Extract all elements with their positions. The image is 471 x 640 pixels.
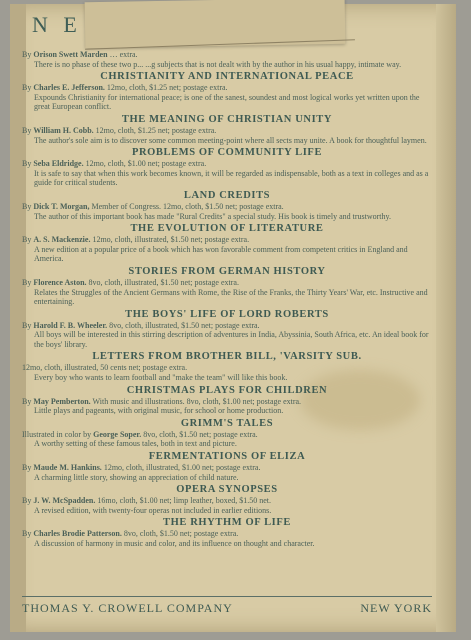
description: There is no phase of these two p... ...g subjects that is not dealt with by the author in his usual happy, intimate way. — [34, 59, 402, 69]
description: Expounds Christianity for international peace; is one of the sanest, soundest and most logical works yet written upon the great European conflict. — [34, 92, 420, 112]
publisher-city: NEW YORK — [360, 601, 432, 615]
description: Every boy who wants to learn football and "make the team" will like this book. — [34, 373, 288, 383]
byline-prefix: By — [22, 235, 34, 245]
byline-prefix: By — [22, 277, 34, 287]
author: William H. Cobb. — [33, 125, 94, 135]
book-title: LAND CREDITS — [183, 189, 271, 201]
book-title: THE RHYTHM OF LIFE — [163, 517, 291, 529]
byline-prefix: Illustrated in color by — [22, 429, 94, 439]
details: Member of Congress. 12mo, cloth, $1.50 net; postage extra. — [89, 201, 284, 211]
details: With music and illustrations. 8vo, cloth, $1.00 net; postage extra. — [90, 396, 302, 406]
book-title: LETTERS FROM BROTHER BILL, 'VARSITY SUB. — [92, 351, 362, 363]
list-item — [22, 350, 432, 382]
byline-prefix: By — [22, 159, 34, 169]
entries — [22, 70, 432, 548]
description: A worthy setting of these famous tales, both in text and picture. — [34, 439, 237, 449]
author: Maude M. Hankins. — [33, 463, 102, 473]
author: Dick T. Morgan, — [33, 201, 90, 211]
details: 8vo, cloth, $1.50 net; postage extra. — [141, 429, 258, 439]
details: extra. — [119, 50, 138, 59]
author: George Soper. — [93, 429, 142, 439]
author: A. S. Mackenzie. — [33, 235, 91, 245]
details: 12mo, cloth, $1.25 net; postage extra. — [93, 125, 217, 135]
details: 16mo, cloth, $1.00 net; limp leather, boxed, $1.50 net. — [95, 496, 272, 506]
book-list — [22, 50, 432, 549]
author: Harold F. B. Wheeler. — [33, 320, 108, 330]
byline — [22, 202, 432, 212]
list-item — [22, 50, 432, 69]
byline — [22, 126, 432, 136]
details: 12mo, cloth, $1.25 net; postage extra. — [104, 83, 228, 93]
description: It is safe to say that when this work becomes known, it will be regarded as indispensable, both as a text in colleges and as a guide for critical students. — [34, 168, 429, 188]
list-item — [22, 146, 432, 188]
description: The author of this important book has made "Rural Credits" a special study. His book is timely and trustworthy. — [34, 211, 391, 221]
book-title: FERMENTATIONS OF ELIZA — [148, 451, 306, 463]
byline — [22, 397, 432, 407]
author: Florence Aston. — [33, 277, 87, 287]
details: 8vo, cloth, illustrated, $1.50 net; postage extra. — [107, 320, 260, 330]
book-title: STORIES FROM GERMAN HISTORY — [128, 265, 326, 277]
book-title: THE MEANING OF CHRISTIAN UNITY — [121, 113, 333, 125]
description: A charming little story, showing an appreciation of child nature. — [34, 472, 239, 482]
byline — [22, 363, 432, 373]
author: Charles Brodie Patterson. — [33, 529, 122, 539]
list-item — [22, 70, 432, 112]
byline — [22, 159, 432, 169]
byline — [22, 496, 432, 506]
list-item — [22, 384, 432, 416]
publisher-name: THOMAS Y. CROWELL COMPANY — [22, 601, 233, 615]
details: 12mo, cloth, illustrated, 50 cents net; postage extra. — [22, 363, 188, 373]
byline-prefix: By — [22, 201, 34, 211]
list-item — [22, 417, 432, 449]
book-title: PROBLEMS OF COMMUNITY LIFE — [131, 147, 323, 159]
list-item — [22, 265, 432, 307]
byline: By Orison Swett Marden … extra. — [22, 50, 138, 59]
description: A revised edition, with twenty-four operas not included in earlier editions. — [34, 505, 272, 515]
book-title: THE BOYS' LIFE OF LORD ROBERTS — [125, 308, 329, 320]
list-item — [22, 516, 432, 548]
details: 8vo, cloth, $1.50 net; postage extra. — [121, 529, 239, 539]
byline-prefix: By — [22, 50, 34, 59]
byline — [22, 321, 432, 331]
list-item — [22, 308, 432, 350]
list-item — [22, 450, 432, 482]
publisher-footer — [22, 596, 432, 616]
byline — [22, 278, 432, 288]
description: Little plays and pageants, with original music, for school or home production. — [34, 406, 284, 416]
author: J. W. McSpadden. — [33, 496, 96, 506]
details: 8vo, cloth, illustrated, $1.50 net; postage extra. — [86, 277, 239, 287]
author: Orison Swett Marden — [33, 50, 108, 59]
description: A new edition at a popular price of a book which has won favorable comment from competent critics in England and America. — [34, 244, 408, 264]
byline — [22, 235, 432, 245]
details: 12mo, cloth, illustrated, $1.00 net; postage extra. — [101, 463, 261, 473]
byline-prefix: By — [22, 125, 34, 135]
byline-prefix: By — [22, 496, 34, 506]
page-heading: N E — [32, 12, 82, 37]
author: Seba Eldridge. — [33, 159, 84, 169]
byline — [22, 83, 432, 93]
right-edge — [436, 4, 456, 632]
book-title: THE EVOLUTION OF LITERATURE — [130, 223, 324, 235]
byline — [22, 430, 432, 440]
byline-prefix: By — [22, 83, 34, 93]
book-title: CHRISTMAS PLAYS FOR CHILDREN — [126, 384, 328, 396]
description: The author's sole aim is to discover some common meeting-point where all sects may unite. A book for thoughtful laymen. — [34, 135, 427, 145]
list-item — [22, 483, 432, 515]
book-title: GRIMM'S TALES — [180, 417, 274, 429]
byline — [22, 463, 432, 473]
list-item — [22, 189, 432, 221]
byline-prefix: By — [22, 463, 34, 473]
list-item — [22, 113, 432, 145]
description: A discussion of harmony in music and color, and its influence on thought and character. — [34, 539, 315, 548]
description: All boys will be interested in this stirring description of adventures in India, Abyssinia, South Africa, etc. An ideal book for the boys' library. — [34, 330, 429, 349]
list-item — [22, 222, 432, 264]
details: 12mo, cloth, illustrated, $1.50 net; postage extra. — [90, 235, 250, 245]
author: Charles E. Jefferson. — [33, 83, 105, 93]
byline-prefix: By — [22, 529, 34, 539]
book-title: OPERA SYNOPSES — [176, 484, 278, 496]
details: 12mo, cloth, $1.00 net; postage extra. — [83, 159, 207, 169]
book-title: CHRISTIANITY AND INTERNATIONAL PEACE — [100, 71, 354, 83]
description: Relates the Struggles of the Ancient Germans with Rome, the Rise of the Franks, the Thirty Years' War, etc. Instructive and entertaining. — [34, 287, 428, 307]
byline — [22, 529, 432, 539]
byline-prefix: By — [22, 320, 34, 330]
author: May Pemberton. — [33, 396, 91, 406]
byline-prefix: By — [22, 396, 34, 406]
